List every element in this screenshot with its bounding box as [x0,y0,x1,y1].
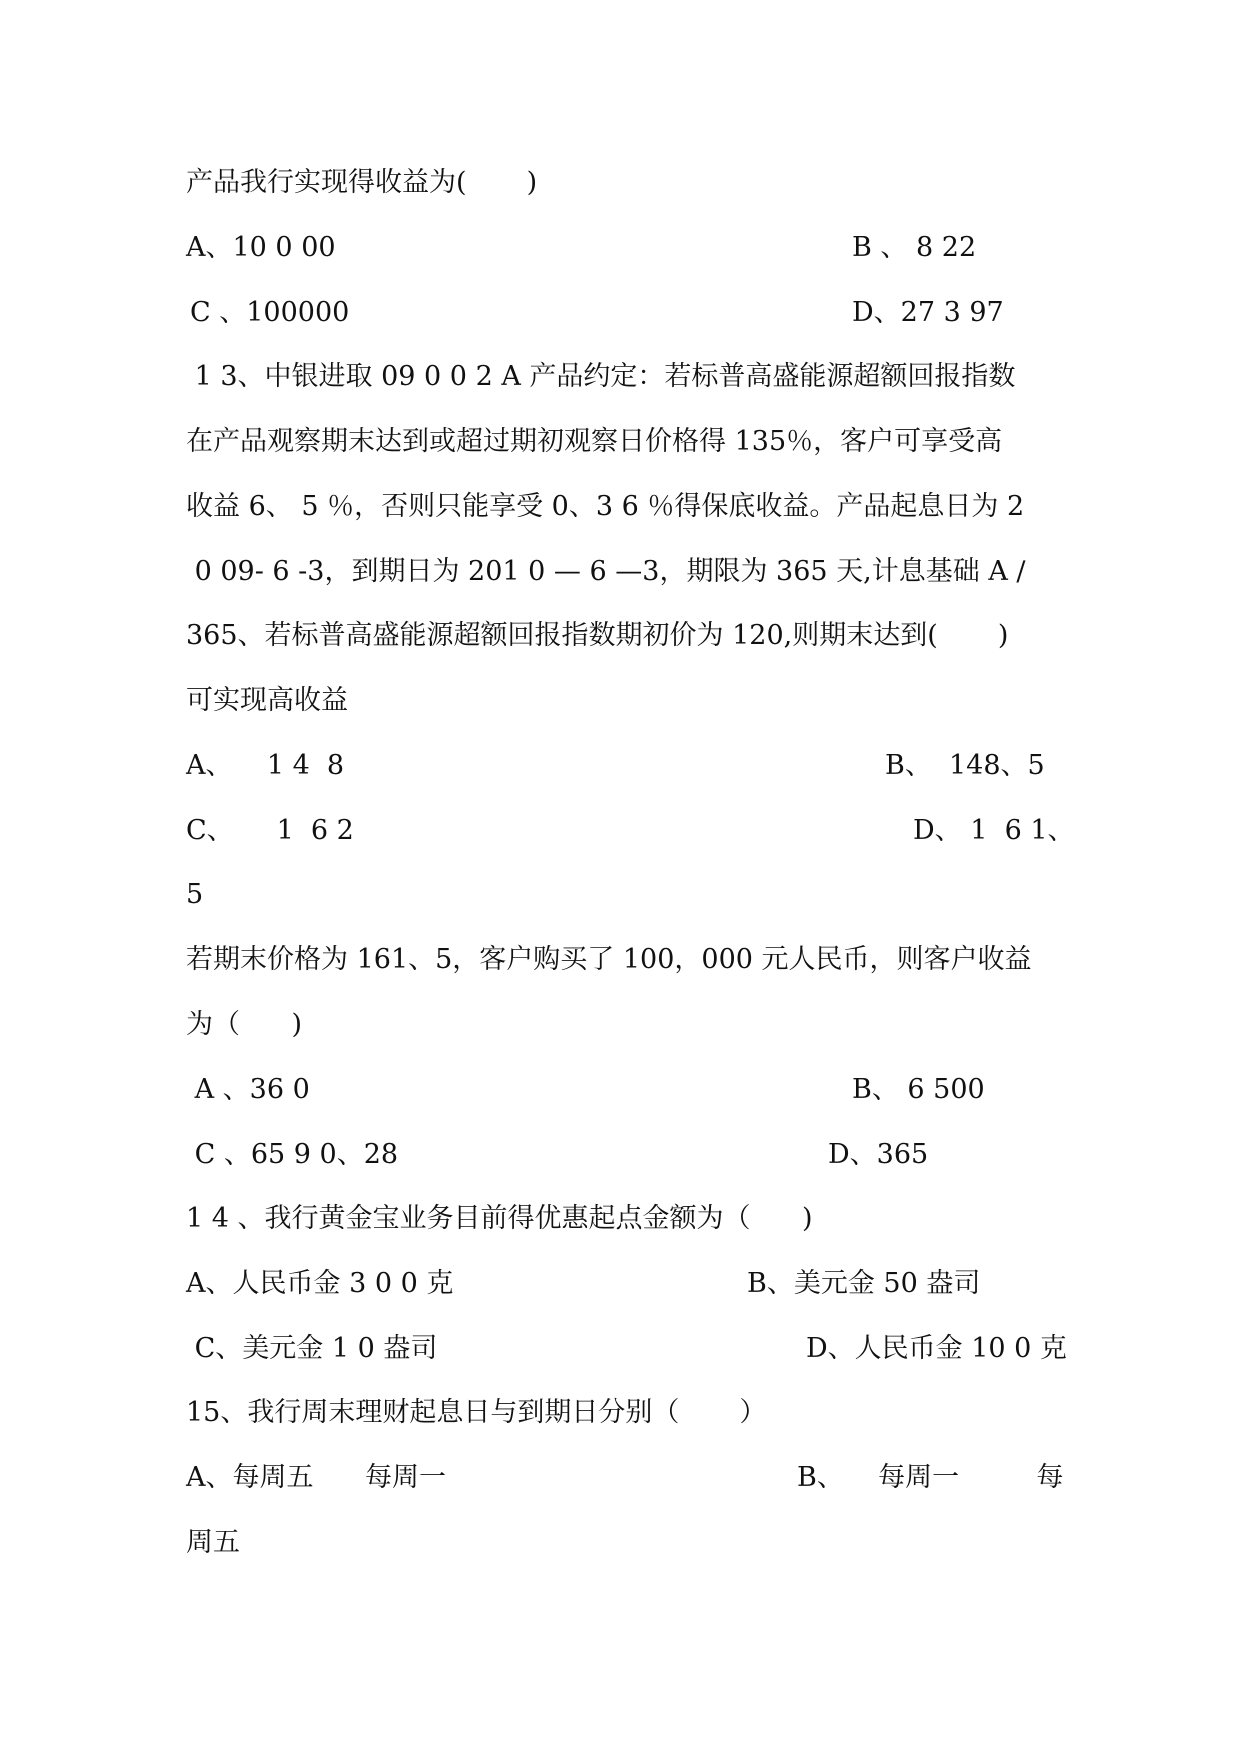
q14-option-a: A、人民币金 3 0 0 克 [186,1268,454,1299]
q12-option-d: D、27 3 97 [852,297,1004,328]
q13-sub-option-c: C 、65 9 0、28 [186,1139,399,1170]
q15-option-b: B、 每周一 每 [797,1462,1064,1493]
q12-option-b: B 、 8 22 [852,232,977,263]
q14-option-d: D、人民币金 10 0 克 [806,1333,1067,1364]
q13-stem-line-2: 在产品观察期末达到或超过期初观察日价格得 135％，客户可享受高 [186,426,1003,457]
q13-sub-option-b: B、 6 500 [852,1074,985,1105]
q13-stem-line-5: 365、若标普高盛能源超额回报指数期初价为 120,则期末达到( ) [186,620,1009,651]
q13-stem-line-6: 可实现高收益 [186,685,348,716]
q13-sub-option-d: D、365 [828,1139,929,1170]
q14-stem: 1 4 、我行黄金宝业务目前得优惠起点金额为（ ) [186,1203,813,1234]
q13-sub-option-a: A 、36 0 [186,1074,310,1105]
q14-option-c: C、美元金 1 0 盎司 [186,1333,438,1364]
q15-option-b-wrap: 周五 [186,1527,240,1558]
q13-sub-stem-line-1: 若期末价格为 161、5，客户购买了 100，000 元人民币，则客户收益 [186,944,1032,975]
q13-stem-line-3: 收益 6、 5 ％，否则只能享受 0、3 6 ％得保底收益。产品起息日为 2 [186,491,1025,522]
q13-option-c: C、 1 6 2 [186,815,354,846]
q14-option-b: B、美元金 50 盎司 [747,1268,981,1299]
q13-option-d: D、 1 6 1、 [913,815,1075,846]
q15-stem: 15、我行周末理财起息日与到期日分别（ ） [186,1397,767,1428]
q12-stem-end: 产品我行实现得收益为( ) [186,167,538,198]
q13-option-b: B、 148、5 [885,750,1045,781]
q13-stem-line-1: 1 3、中银进取 09 0 0 2 A 产品约定：若标普高盛能源超额回报指数 [186,361,1016,392]
q13-stem-line-4: 0 09- 6 -3，到期日为 201 0 — 6 —3，期限为 365 天,计息基础 A ∕ [186,556,1026,587]
q12-option-c: C 、100000 [190,297,350,328]
q13-option-a: A、 1 4 8 [186,750,345,781]
q13-sub-stem-line-2: 为（ ) [186,1009,303,1040]
q12-option-a: A、10 0 00 [186,232,336,263]
q15-option-a: A、每周五 每周一 [186,1462,446,1493]
q13-option-d-wrap: 5 [186,879,204,910]
